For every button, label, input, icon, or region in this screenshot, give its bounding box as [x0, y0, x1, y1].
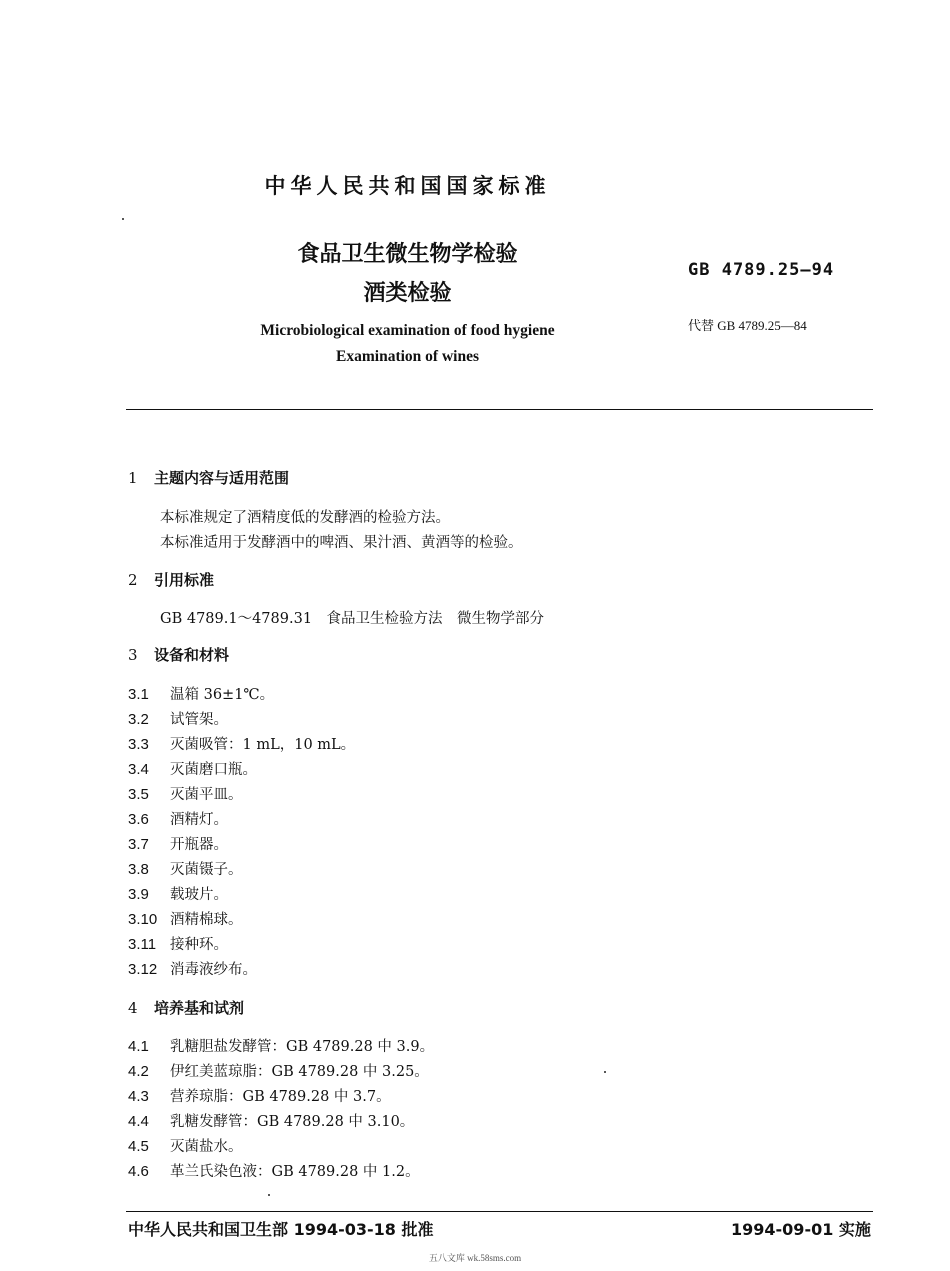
- item-text: 开瓶器。: [170, 837, 228, 853]
- section-title: 设备和材料: [154, 646, 230, 664]
- item-text: 酒精灯。: [170, 812, 228, 828]
- list-item: [128, 808, 228, 829]
- header-divider: [126, 409, 873, 410]
- section-number: 1: [128, 469, 138, 487]
- scan-speck: [604, 1071, 606, 1073]
- scan-speck: [122, 218, 124, 220]
- section-2-heading: [128, 569, 214, 590]
- section-3-heading: [128, 644, 229, 665]
- item-text: 乳糖胆盐发酵管：GB 4789.28 中 3.9。: [170, 1039, 435, 1055]
- item-text: 灭菌平皿。: [170, 787, 243, 803]
- item-number: 3.7: [128, 836, 149, 853]
- list-item: [128, 1060, 429, 1081]
- item-text: 灭菌磨口瓶。: [170, 762, 257, 778]
- list-item: [128, 1035, 434, 1056]
- section-number: 2: [128, 571, 138, 589]
- item-number: 4.1: [128, 1038, 149, 1055]
- list-item: [128, 833, 228, 854]
- section-number: 3: [128, 646, 138, 664]
- approval-line: 中华人民共和国卫生部 1994-03-18 批准: [128, 1220, 434, 1239]
- section-1-heading: [128, 467, 289, 488]
- list-item: [128, 933, 228, 954]
- item-number: 3.6: [128, 811, 149, 828]
- watermark-text: 五八文库 wk.58sms.com: [428, 1253, 522, 1263]
- item-number: 4.2: [128, 1063, 149, 1080]
- list-item: [128, 1110, 414, 1131]
- list-item: [128, 758, 257, 779]
- item-number: 3.8: [128, 861, 149, 878]
- section-title: 主题内容与适用范围: [154, 469, 290, 487]
- list-item: [128, 1085, 391, 1106]
- section-number: 4: [128, 999, 138, 1017]
- section-1-paragraph-1: 本标准规定了酒精度低的发酵酒的检验方法。: [160, 510, 450, 526]
- section-4-heading: [128, 997, 244, 1018]
- section-1-paragraph-2: 本标准适用于发酵酒中的啤酒、果汁酒、黄酒等的检验。: [160, 535, 523, 551]
- item-number: 3.5: [128, 786, 149, 803]
- item-text: 灭菌盐水。: [170, 1139, 243, 1155]
- item-text: 乳糖发酵管：GB 4789.28 中 3.10。: [170, 1114, 415, 1130]
- item-text: 接种环。: [170, 937, 228, 953]
- list-item: [128, 708, 228, 729]
- item-number: 3.2: [128, 711, 149, 728]
- item-number: 4.3: [128, 1088, 149, 1105]
- item-text: 温箱 36±1℃。: [170, 687, 275, 703]
- item-number: 3.3: [128, 736, 149, 753]
- item-text: 伊红美蓝琼脂：GB 4789.28 中 3.25。: [170, 1064, 429, 1080]
- footer-divider: [126, 1211, 873, 1212]
- item-number: 4.6: [128, 1163, 149, 1180]
- item-number: 3.4: [128, 761, 149, 778]
- item-text: 消毒液纱布。: [170, 962, 257, 978]
- item-number: 4.4: [128, 1113, 149, 1130]
- implementation-date: 1994-09-01 实施: [731, 1220, 871, 1239]
- item-number: 3.11: [128, 936, 157, 953]
- item-text: 灭菌吸管：1 mL，10 mL。: [170, 737, 356, 753]
- item-number: 3.9: [128, 886, 149, 903]
- section-2-reference: GB 4789.1～4789.31 食品卫生检验方法 微生物学部分: [160, 611, 545, 627]
- item-number: 4.5: [128, 1138, 149, 1155]
- item-number: 3.1: [128, 686, 149, 703]
- standard-number: GB 4789.25—94: [688, 260, 835, 280]
- replaces-standard: 代替 GB 4789.25—84: [688, 318, 807, 333]
- item-text: 营养琼脂：GB 4789.28 中 3.7。: [170, 1089, 391, 1105]
- list-item: [128, 683, 274, 704]
- list-item: [128, 883, 228, 904]
- item-text: 灭菌镊子。: [170, 862, 243, 878]
- title-english-line2: Examination of wines: [336, 348, 479, 365]
- item-text: 酒精棉球。: [170, 912, 243, 928]
- standard-organization: 中华人民共和国国家标准: [264, 174, 551, 198]
- list-item: [128, 858, 243, 879]
- list-item: [128, 958, 257, 979]
- list-item: [128, 1135, 243, 1156]
- item-text: 载玻片。: [170, 887, 228, 903]
- title-english-line1: Microbiological examination of food hygiene: [260, 322, 555, 339]
- section-title: 引用标准: [154, 571, 215, 589]
- section-title: 培养基和试剂: [154, 999, 245, 1017]
- item-text: 试管架。: [170, 712, 228, 728]
- list-item: [128, 783, 243, 804]
- title-chinese-line1: 食品卫生微生物学检验: [297, 242, 518, 267]
- title-chinese-line2: 酒类检验: [363, 281, 452, 306]
- list-item: [128, 733, 355, 754]
- item-number: 3.10: [128, 911, 158, 928]
- item-number: 3.12: [128, 961, 158, 978]
- list-item: [128, 908, 243, 929]
- list-item: [128, 1160, 420, 1181]
- scan-speck: [268, 1194, 270, 1196]
- item-text: 革兰氏染色液：GB 4789.28 中 1.2。: [170, 1164, 420, 1180]
